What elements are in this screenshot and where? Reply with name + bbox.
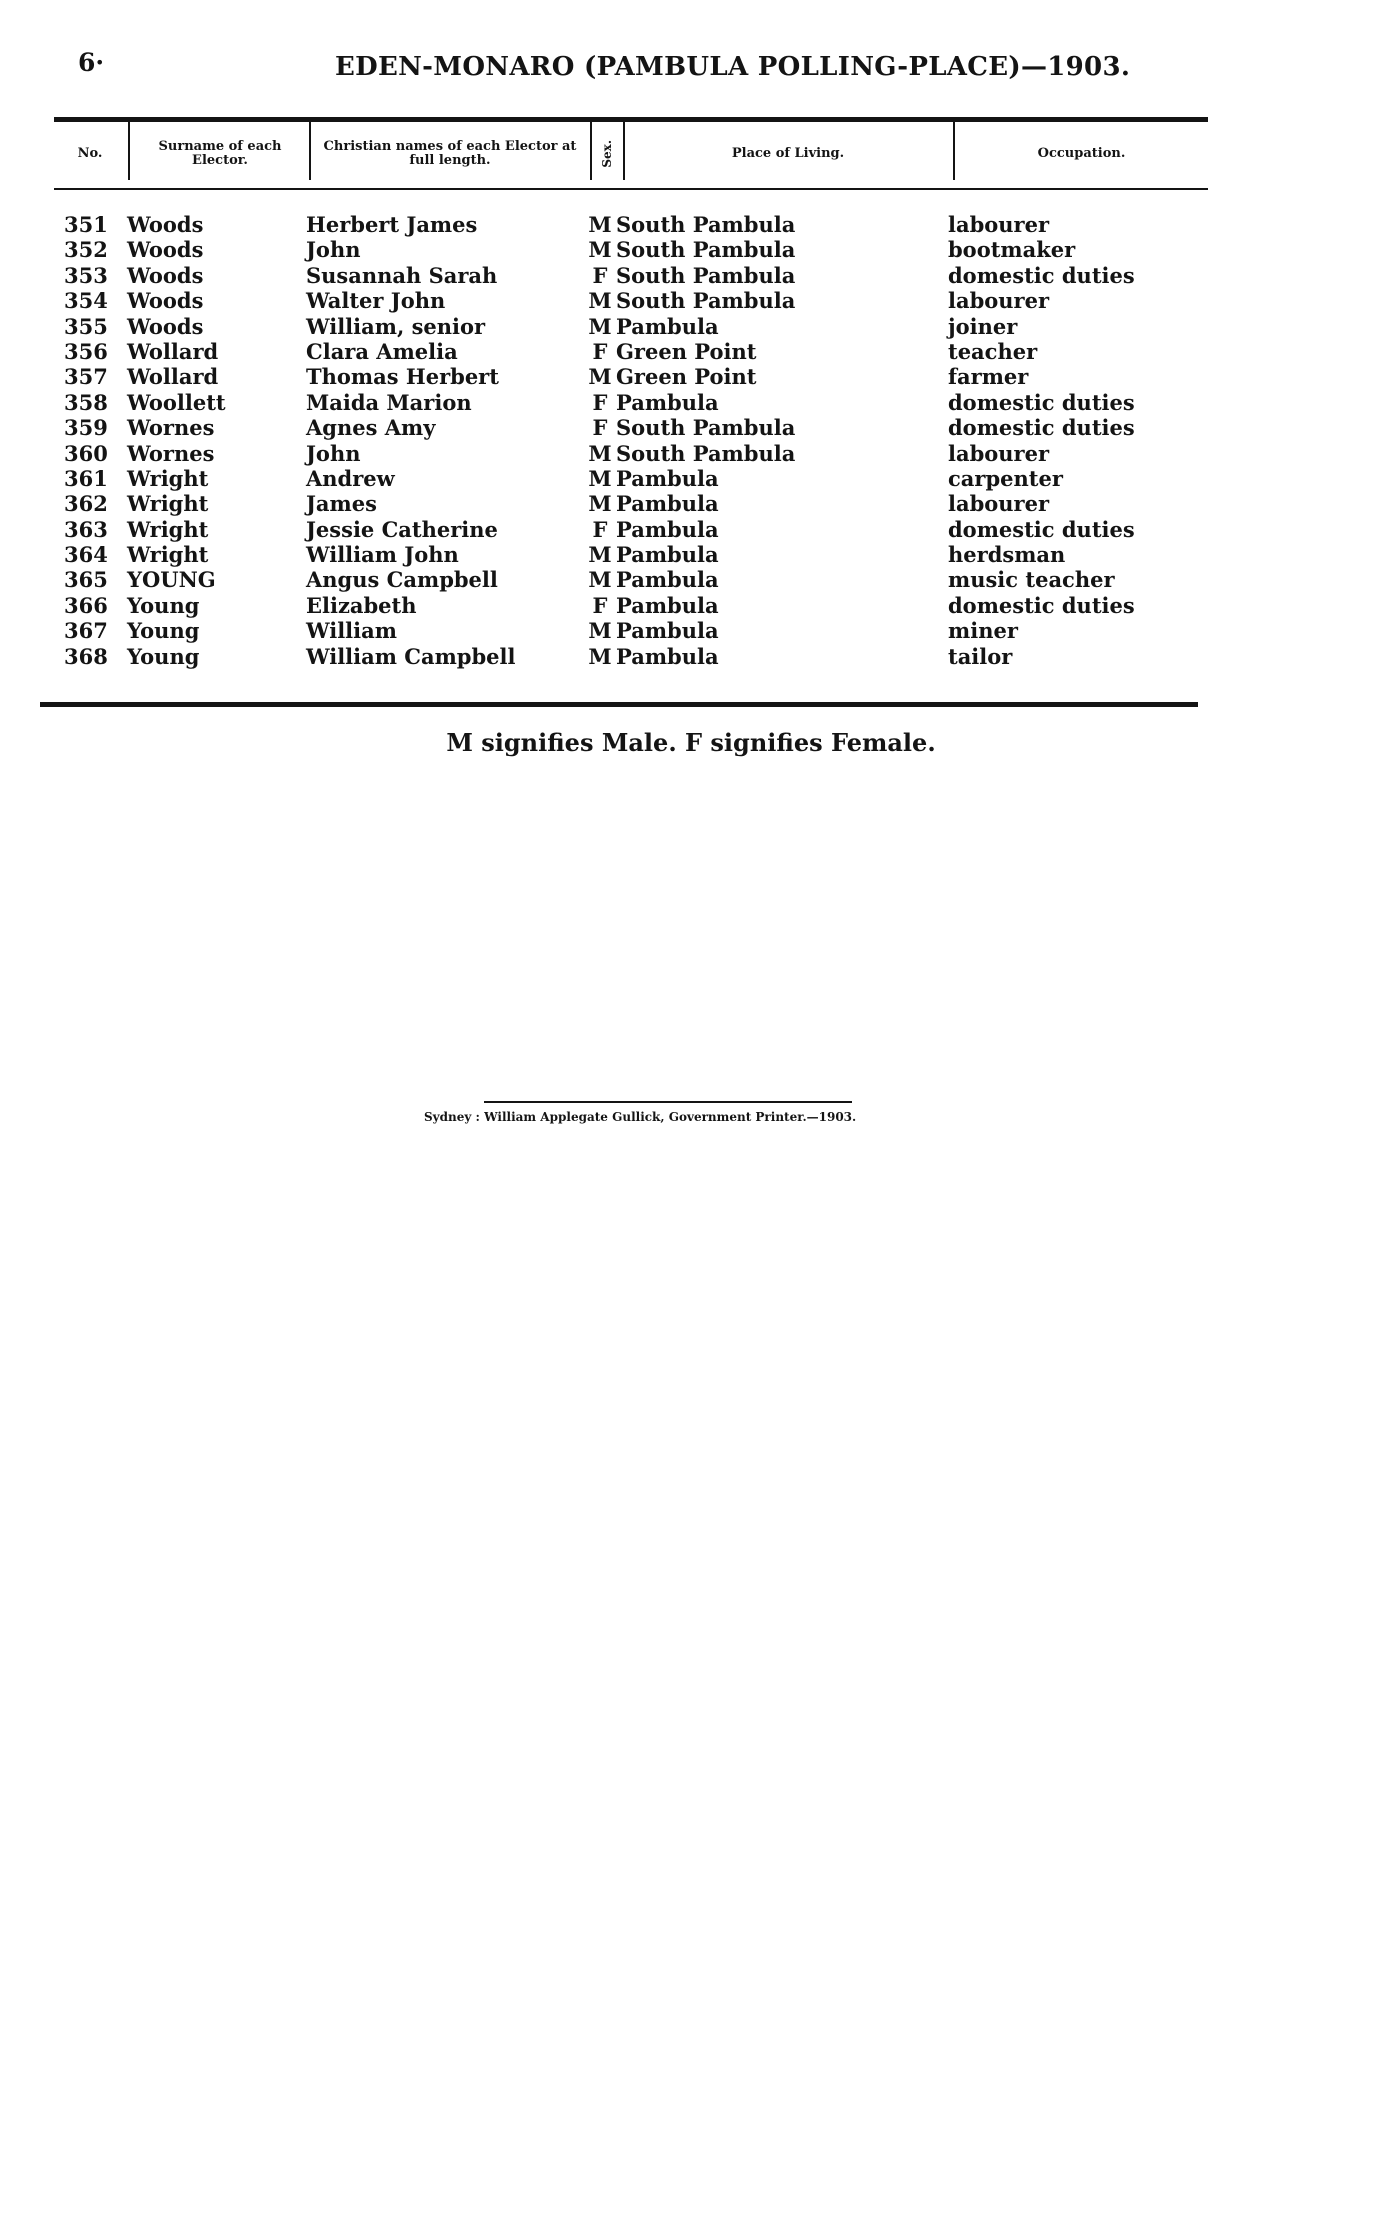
elector-number: 352: [64, 237, 108, 263]
elector-christian-names: Angus Campbell: [306, 567, 498, 593]
elector-place-of-living: Green Point: [616, 364, 757, 390]
elector-number: 357: [64, 364, 108, 390]
column-header-sex: [592, 122, 622, 186]
elector-surname: Young: [127, 618, 200, 644]
elector-surname: Young: [127, 592, 200, 618]
table-row: [0, 364, 1382, 389]
printer-rule: [484, 1101, 852, 1103]
elector-christian-names: John: [306, 237, 361, 263]
column-header-given: Christian names of each Elector at full length.: [323, 139, 577, 168]
table-row: [0, 415, 1382, 440]
elector-christian-names: James: [306, 491, 377, 517]
elector-christian-names: John: [306, 440, 361, 466]
elector-number: 351: [64, 212, 108, 237]
elector-occupation: farmer: [948, 364, 1029, 390]
elector-surname: Woods: [127, 262, 204, 288]
elector-christian-names: Maida Marion: [306, 389, 472, 415]
header-bottom-rule: [54, 188, 1208, 190]
elector-place-of-living: South Pambula: [616, 415, 796, 441]
elector-sex: M: [588, 567, 612, 593]
elector-christian-names: Thomas Herbert: [306, 364, 499, 390]
elector-number: 361: [64, 465, 108, 491]
elector-occupation: labourer: [948, 491, 1050, 517]
elector-place-of-living: Pambula: [616, 567, 719, 593]
elector-place-of-living: Pambula: [616, 618, 719, 644]
elector-number: 358: [64, 389, 108, 415]
elector-sex: M: [588, 491, 612, 517]
elector-occupation: domestic duties: [948, 389, 1135, 415]
elector-sex: F: [592, 592, 608, 618]
table-row: [0, 212, 1382, 237]
elector-occupation: miner: [948, 618, 1018, 644]
elector-number: 354: [64, 288, 108, 314]
elector-surname: Young: [127, 643, 200, 669]
column-header-no: No.: [77, 146, 103, 161]
elector-place-of-living: Pambula: [616, 389, 719, 415]
elector-place-of-living: Pambula: [616, 465, 719, 491]
page-number: 6·: [78, 48, 105, 77]
elector-christian-names: Herbert James: [306, 212, 478, 237]
column-header-surname: Surname of each Elector.: [158, 139, 282, 168]
column-header-place: Place of Living.: [731, 146, 845, 161]
table-row: [0, 644, 1382, 669]
elector-occupation: domestic duties: [948, 262, 1135, 288]
elector-sex: M: [588, 364, 612, 390]
elector-sex: M: [588, 440, 612, 466]
elector-number: 367: [64, 618, 108, 644]
elector-occupation: domestic duties: [948, 516, 1135, 542]
elector-place-of-living: Pambula: [616, 643, 719, 669]
elector-sex: F: [592, 262, 608, 288]
elector-occupation: carpenter: [948, 465, 1063, 491]
elector-place-of-living: Pambula: [616, 313, 719, 339]
elector-sex: F: [592, 389, 608, 415]
elector-number: 355: [64, 313, 108, 339]
elector-sex: M: [588, 618, 612, 644]
elector-number: 366: [64, 592, 108, 618]
elector-occupation: bootmaker: [948, 237, 1076, 263]
elector-surname: Wollard: [127, 364, 219, 390]
elector-surname: Wright: [127, 491, 209, 517]
elector-occupation: domestic duties: [948, 415, 1135, 441]
elector-sex: M: [588, 465, 612, 491]
elector-place-of-living: South Pambula: [616, 237, 796, 263]
elector-place-of-living: South Pambula: [616, 440, 796, 466]
elector-occupation: joiner: [948, 313, 1018, 339]
elector-christian-names: William, senior: [306, 313, 486, 339]
electors-table-body: [0, 212, 1382, 669]
elector-surname: Wright: [127, 542, 209, 568]
elector-sex: M: [588, 288, 612, 314]
sex-legend: M signifies Male. F signifies Female.: [446, 728, 936, 757]
elector-christian-names: Agnes Amy: [306, 415, 436, 441]
elector-number: 362: [64, 491, 108, 517]
elector-christian-names: Andrew: [306, 465, 395, 491]
table-row: [0, 339, 1382, 364]
elector-surname: Wornes: [127, 415, 215, 441]
table-row: [0, 288, 1382, 313]
column-divider: [309, 122, 311, 180]
elector-surname: Wright: [127, 465, 209, 491]
elector-sex: M: [588, 542, 612, 568]
printer-imprint: Sydney : William Applegate Gullick, Government Printer.—1903.: [424, 1110, 857, 1124]
elector-occupation: domestic duties: [948, 592, 1135, 618]
elector-occupation: music teacher: [948, 567, 1115, 593]
elector-surname: Wollard: [127, 338, 219, 364]
elector-occupation: herdsman: [948, 542, 1066, 568]
elector-number: 364: [64, 542, 108, 568]
table-row: [0, 441, 1382, 466]
elector-surname: Woods: [127, 237, 204, 263]
elector-occupation: labourer: [948, 440, 1050, 466]
table-row: [0, 542, 1382, 567]
elector-christian-names: Jessie Catherine: [306, 516, 498, 542]
elector-occupation: teacher: [948, 338, 1038, 364]
elector-number: 363: [64, 516, 108, 542]
column-divider: [128, 122, 130, 180]
elector-christian-names: Elizabeth: [306, 592, 417, 618]
elector-occupation: labourer: [948, 288, 1050, 314]
elector-christian-names: Clara Amelia: [306, 338, 458, 364]
elector-place-of-living: Pambula: [616, 592, 719, 618]
elector-surname: Wright: [127, 516, 209, 542]
elector-surname: Woods: [127, 288, 204, 314]
table-row: [0, 517, 1382, 542]
table-row: [0, 390, 1382, 415]
elector-sex: M: [588, 237, 612, 263]
elector-christian-names: Walter John: [306, 288, 446, 314]
elector-place-of-living: South Pambula: [616, 262, 796, 288]
elector-place-of-living: Pambula: [616, 516, 719, 542]
table-row: [0, 491, 1382, 516]
table-bottom-rule: [40, 702, 1198, 707]
elector-sex: M: [588, 643, 612, 669]
page-title: EDEN-MONARO (PAMBULA POLLING-PLACE)—1903.: [335, 52, 1131, 82]
sex-header-label: Sex.: [600, 140, 614, 168]
elector-surname: Wornes: [127, 440, 215, 466]
elector-occupation: labourer: [948, 212, 1050, 237]
elector-occupation: tailor: [948, 643, 1013, 669]
elector-place-of-living: Pambula: [616, 542, 719, 568]
table-row: [0, 567, 1382, 592]
table-row: [0, 237, 1382, 262]
column-header-occupation: Occupation.: [1037, 146, 1126, 161]
table-row: [0, 618, 1382, 643]
elector-surname: YOUNG: [127, 567, 216, 593]
elector-number: 368: [64, 643, 108, 669]
elector-christian-names: Susannah Sarah: [306, 262, 498, 288]
elector-number: 365: [64, 567, 108, 593]
table-row: [0, 263, 1382, 288]
elector-place-of-living: South Pambula: [616, 288, 796, 314]
elector-number: 360: [64, 440, 108, 466]
table-row: [0, 314, 1382, 339]
elector-sex: F: [592, 516, 608, 542]
elector-surname: Woods: [127, 313, 204, 339]
elector-number: 353: [64, 262, 108, 288]
elector-number: 356: [64, 338, 108, 364]
elector-christian-names: William Campbell: [306, 643, 516, 669]
elector-sex: F: [592, 415, 608, 441]
elector-sex: F: [592, 338, 608, 364]
elector-number: 359: [64, 415, 108, 441]
table-row: [0, 593, 1382, 618]
elector-christian-names: William: [306, 618, 397, 644]
elector-place-of-living: Green Point: [616, 338, 757, 364]
elector-sex: M: [588, 212, 612, 237]
elector-surname: Woollett: [127, 389, 226, 415]
elector-surname: Woods: [127, 212, 204, 237]
elector-sex: M: [588, 313, 612, 339]
elector-christian-names: William John: [306, 542, 459, 568]
elector-place-of-living: South Pambula: [616, 212, 796, 237]
table-row: [0, 466, 1382, 491]
elector-place-of-living: Pambula: [616, 491, 719, 517]
